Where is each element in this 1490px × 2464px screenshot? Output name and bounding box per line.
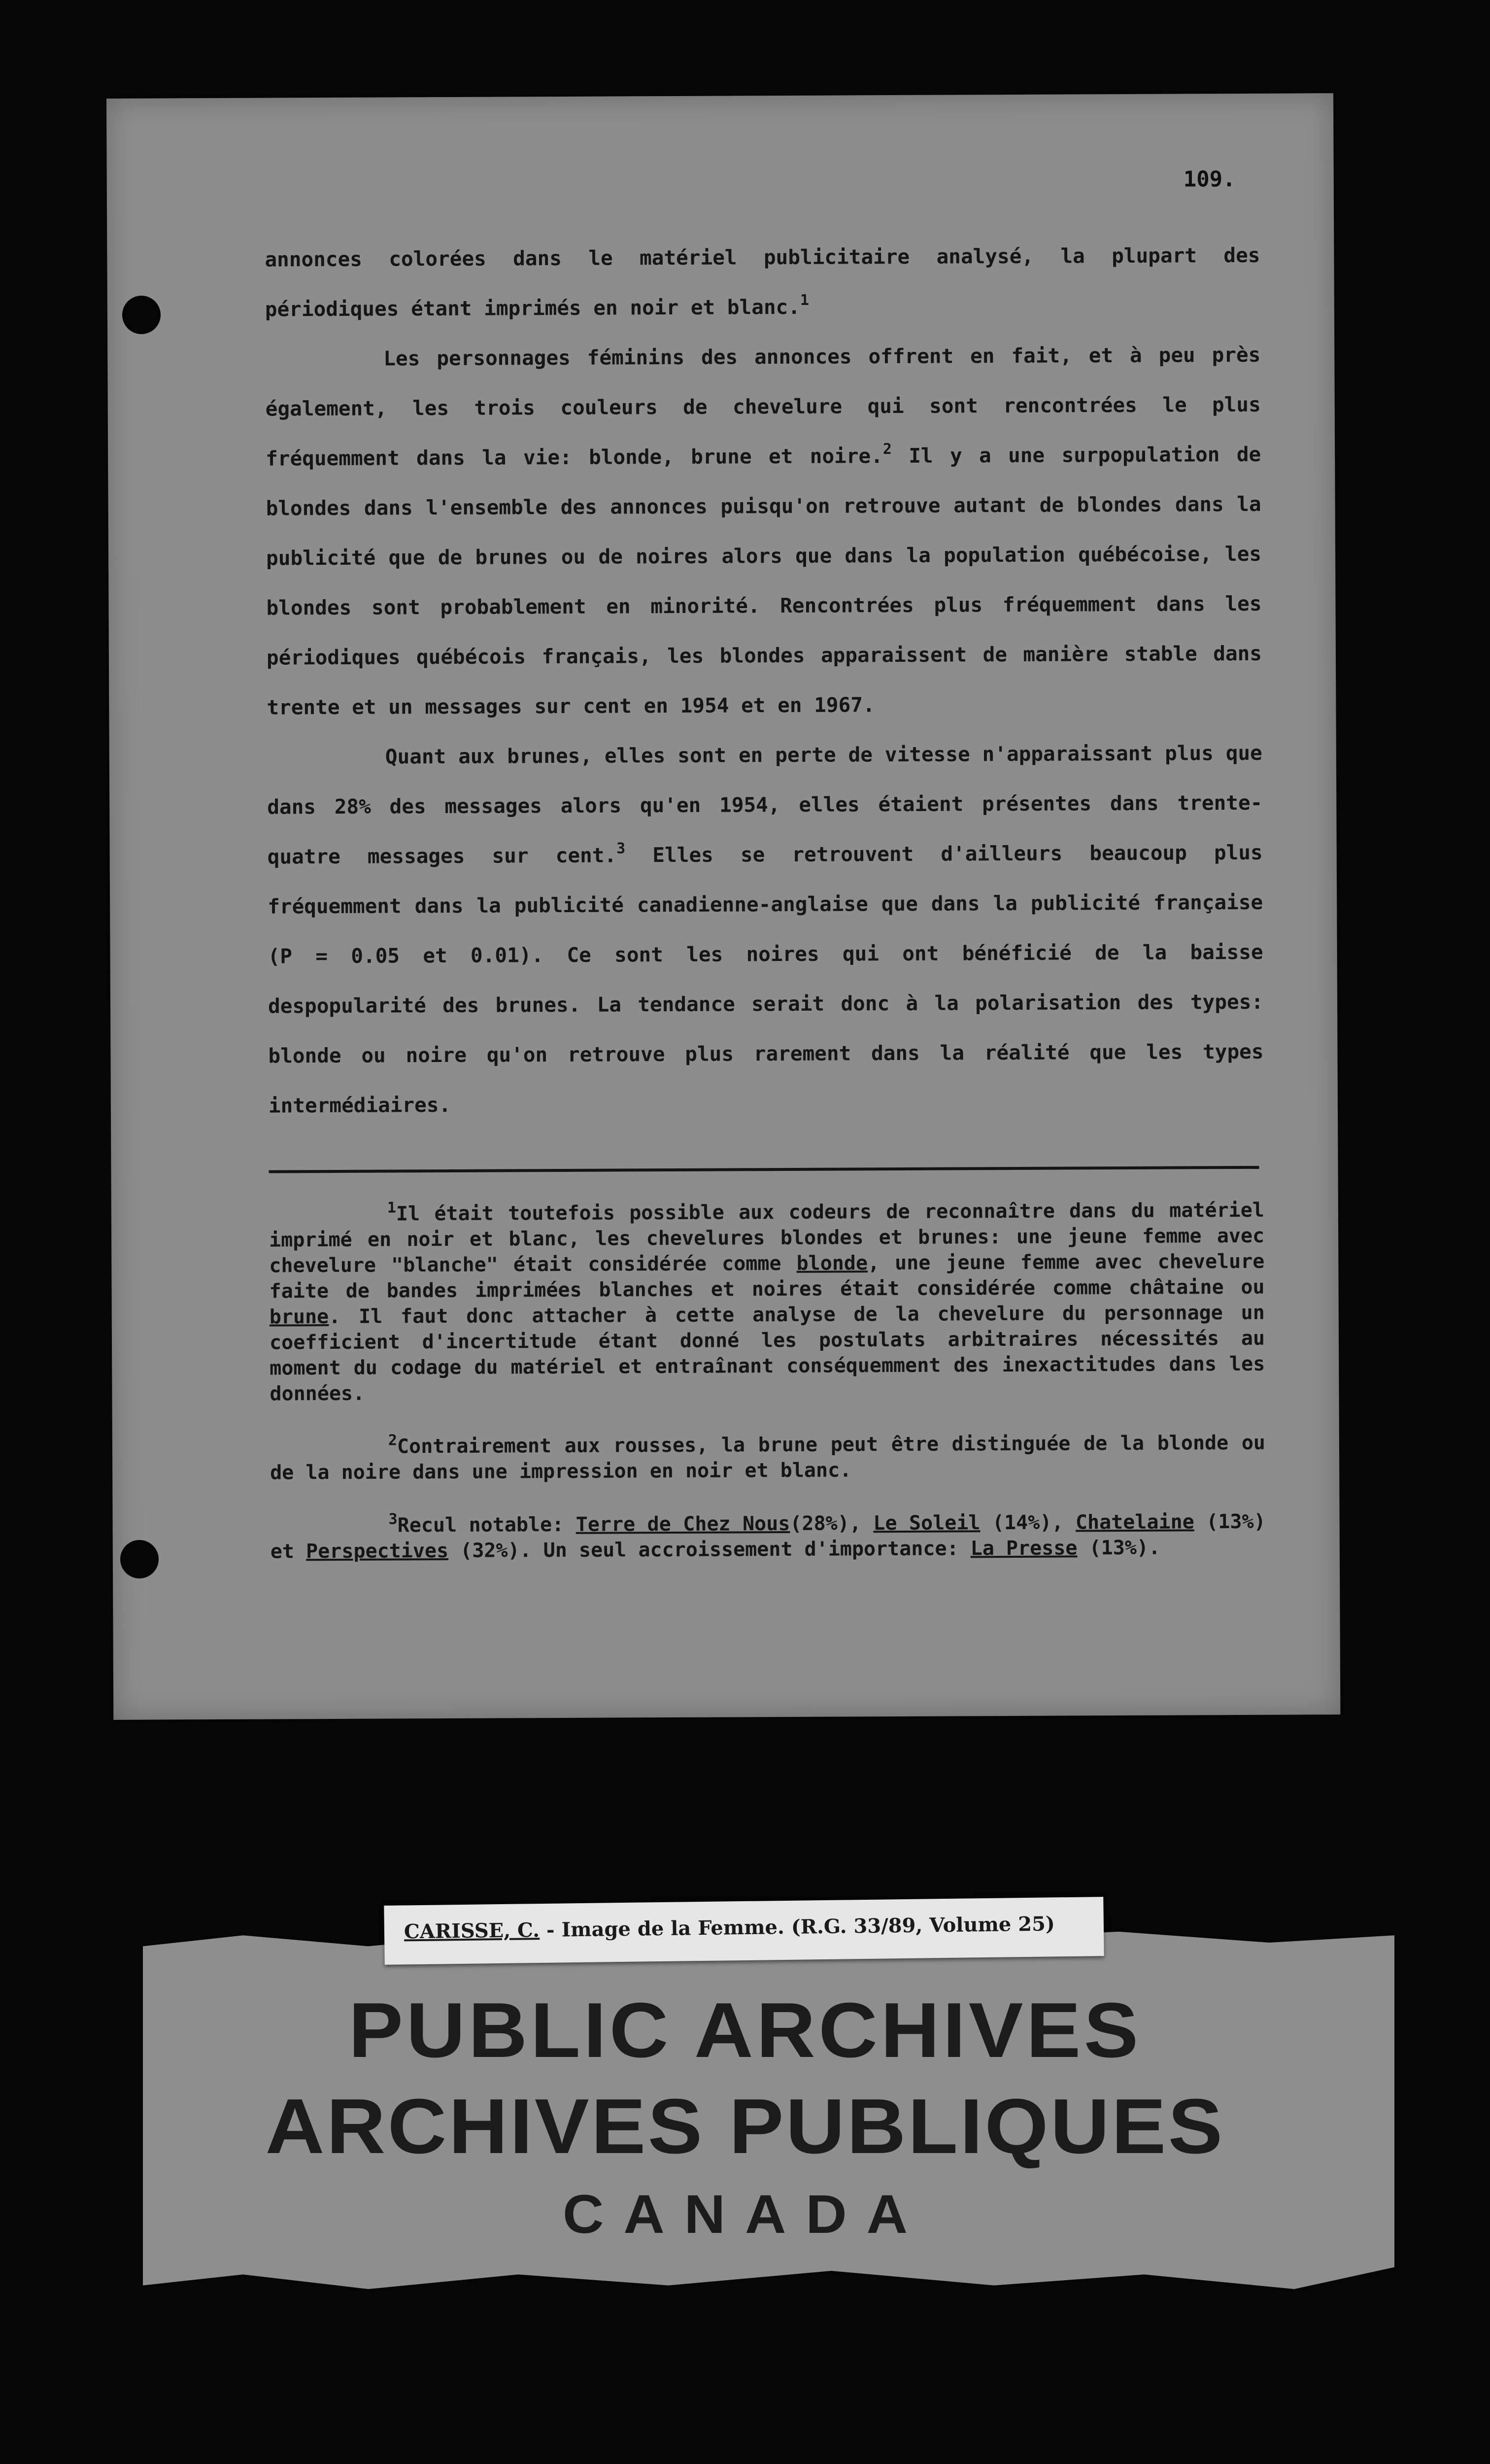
stamp-canada: CANADA bbox=[563, 2184, 927, 2245]
footnote-1-underlined-brune: brune bbox=[269, 1305, 329, 1329]
archive-label-author: CARISSE, C. bbox=[404, 1918, 540, 1944]
footnote-2-text: Contrairement aux rousses, la brune peut être distinguée de la blonde ou de la noire dans une impression en noir et blanc. bbox=[270, 1431, 1266, 1484]
footnote-ref-1: 1 bbox=[800, 291, 810, 309]
footnote-3-text-a: Recul notable: bbox=[397, 1513, 576, 1537]
stamp-archives-publiques: ARCHIVES PUBLIQUES bbox=[265, 2083, 1225, 2170]
footnote-3-text-e: (32%). Un seul accroissement d'importance: bbox=[448, 1537, 971, 1562]
footnote-2 bbox=[270, 1430, 1265, 1486]
footnote-ref-2: 2 bbox=[882, 441, 892, 458]
page-number: 109. bbox=[1183, 167, 1236, 192]
footnote-3-title-soleil: Le Soleil bbox=[873, 1511, 981, 1535]
footnote-3-text-b: (28%), bbox=[790, 1512, 874, 1535]
footnote-separator bbox=[269, 1166, 1259, 1173]
footnote-ref-3: 3 bbox=[616, 840, 626, 857]
paragraph-1 bbox=[265, 231, 1260, 335]
footnote-2-number: 2 bbox=[388, 1432, 398, 1449]
paragraph-3-text-a: Quant aux brunes, elles sont en perte de vitesse n'apparaissant plus que dans 28% des messages alors qu'en 1954, elles étaient présentes dans trente-quatre messages sur cent. bbox=[267, 741, 1263, 869]
footnote-1-text-c: . Il faut donc attacher à cette analyse de la chevelure du personnage un coefficient d'incertitude étant donné les postulats arbitraires nécessités au moment du codage du matériel et entraînant conséquemment des inexactitudes dans les données. bbox=[269, 1301, 1265, 1405]
document-page bbox=[106, 93, 1340, 1720]
punch-hole-top bbox=[122, 296, 161, 334]
paragraph-1-text: annonces colorées dans le matériel publicitaire analysé, la plupart des périodiques étant imprimés en noir et blanc. bbox=[265, 243, 1260, 321]
footnote-3-text-c: (14%), bbox=[980, 1511, 1076, 1535]
footnote-3-title-perspectives: Perspectives bbox=[306, 1539, 449, 1563]
footnote-1-number: 1 bbox=[387, 1199, 396, 1217]
footnote-3-title-presse: La Presse bbox=[970, 1537, 1078, 1560]
footnotes bbox=[269, 1198, 1266, 1592]
footnote-1 bbox=[269, 1198, 1265, 1407]
paragraph-2-text-a: Les personnages féminins des annonces offrent en fait, et à peu près également, les trois couleurs de chevelure qui sont rencontrées le plus fréquemment dans la vie: blonde, brune et noire. bbox=[265, 342, 1261, 471]
footnote-3-title-chatelaine: Chatelaine bbox=[1075, 1510, 1194, 1534]
footnote-1-text-a: Il était toutefois possible aux codeurs de reconnaître dans du matériel imprimé en noir et blanc, les chevelures blondes et brunes: une jeune femme avec chevelure "blanche" était considérée comme bbox=[269, 1198, 1265, 1277]
footnote-3-text-d: (13%) et bbox=[270, 1510, 1266, 1563]
paragraph-3-text-b: Elles se retrouvent d'ailleurs beaucoup plus fréquemment dans la publicité canadienne-anglaise que dans la publicité française (P = 0.05 et 0.01). Ce sont les noires qui ont bénéficié de la baisse despopularité des brunes. La tendance serait donc à la polarisation des types: blonde ou noire qu'on retrouve plus rarement dans la réalité que les types intermédiaires. bbox=[268, 840, 1264, 1118]
archive-label-reference: - Image de la Femme. (R.G. 33/89, Volume 25) bbox=[539, 1912, 1055, 1942]
paragraph-2 bbox=[265, 330, 1262, 733]
footnote-3-text-f: (13%). bbox=[1077, 1536, 1161, 1560]
body-text bbox=[265, 231, 1264, 1131]
footnote-1-text-b: , une jeune femme avec chevelure faite de bandes imprimées blanches et noires était considérée comme châtaine ou bbox=[269, 1250, 1265, 1303]
archive-label bbox=[384, 1897, 1104, 1965]
footnote-3 bbox=[271, 1509, 1266, 1565]
stamp-public-archives: PUBLIC ARCHIVES bbox=[348, 1987, 1142, 2074]
footnote-1-underlined-blonde: blonde bbox=[796, 1252, 868, 1275]
footnote-3-title-terre: Terre de Chez Nous bbox=[576, 1512, 790, 1536]
punch-hole-bottom bbox=[120, 1540, 159, 1578]
footnote-3-number: 3 bbox=[388, 1510, 398, 1528]
paragraph-2-text-b: Il y a une surpopulation de blondes dans l'ensemble des annonces puisqu'on retrouve autant de blondes dans la publicité que de brunes ou de noires alors que dans la population québécoise, les blondes sont probablement en minorité. Rencontrées plus fréquemment dans les périodiques québécois français, les blondes apparaissent de manière stable dans trente et un messages sur cent en 1954 et en 1967. bbox=[266, 442, 1262, 719]
paragraph-3 bbox=[267, 728, 1264, 1131]
archive-label-text bbox=[404, 1912, 1055, 1943]
